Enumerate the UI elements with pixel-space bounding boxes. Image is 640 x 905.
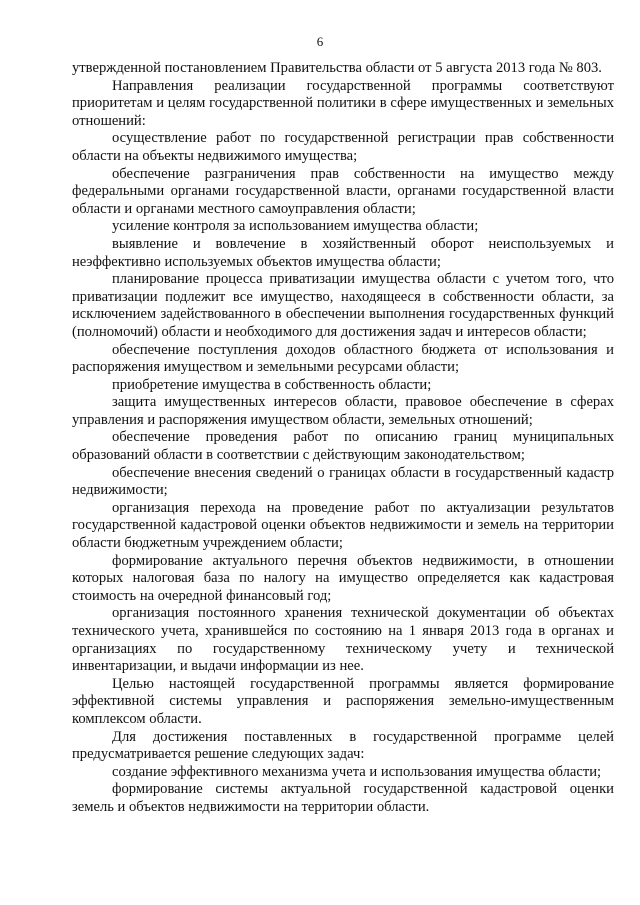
paragraph: приобретение имущества в собственность области; [112, 376, 432, 393]
paragraph: формирование актуального перечня объектов недвижимости, в отношении которых налоговая база по налогу на имущество определяется как кадастровая стоимость на очередной финансовый год; [72, 552, 614, 604]
paragraph: обеспечение проведения работ по описанию границ муниципальных образований области в соответствии с действующим законодательством; [72, 429, 614, 464]
paragraph: организация перехода на проведение работ по актуализации результатов государственной кадастровой оценки объектов недвижимости и земель на территории области бюджетным учреждением области; [72, 499, 614, 552]
paragraph: Направления реализации государственной программы соответствуют приоритетам и целям государственной политики в сфере имущественных и земельных отношений: [72, 77, 614, 129]
paragraph: Целью настоящей государственной программы является формирование эффективной системы управления и распоряжения земельно-имущественным комплексом области. [72, 675, 614, 727]
paragraph: организация постоянного хранения технической документации об объектах технического учета, хранившейся по состоянию на 1 января 2013 года в органах и организациях по государственному техническому учету и технической инвентаризации, и выдачи информации из нее. [72, 605, 614, 675]
paragraph: обеспечение поступления доходов областного бюджета от использования и распоряжения имуществом и земельными ресурсами области; [72, 341, 614, 376]
paragraph: формирование системы актуальной государственной кадастровой оценки земель и объектов недвижимости на территории области. [72, 781, 614, 815]
paragraph: защита имущественных интересов области, правовое обеспечение в сферах управления и распоряжения имуществом области, земельных отношений; [72, 394, 614, 428]
page-number: 6 [316, 34, 324, 49]
paragraph: создание эффективного механизма учета и использования имущества области; [112, 763, 602, 780]
document-body [72, 60, 614, 817]
paragraph: обеспечение внесения сведений о границах области в государственный кадастр недвижимости; [72, 464, 614, 499]
paragraph: выявление и вовлечение в хозяйственный оборот неиспользуемых и неэффективно используемых объектов имущества области; [72, 235, 614, 270]
paragraph: утвержденной постановлением Правительства области от 5 августа 2013 года № 803. [72, 60, 602, 76]
paragraph: осуществление работ по государственной регистрации прав собственности области на объекты недвижимого имущества; [72, 130, 614, 164]
paragraph: усиление контроля за использованием имущества области; [112, 218, 479, 235]
paragraph: обеспечение разграничения прав собственности на имущество между федеральными органами государственной власти, органами государственной власти области и органами местного самоуправления области; [72, 165, 614, 217]
paragraph: планирование процесса приватизации имущества области с учетом того, что приватизации подлежит все имущество, находящееся в собственности области, за исключением задействованного в обеспечении выполнения государственных функций (полномочий) области и необходимого для достижения задач и интересов области; [72, 271, 614, 340]
paragraph: Для достижения поставленных в государственной программе целей предусматривается решение следующих задач: [72, 728, 614, 763]
